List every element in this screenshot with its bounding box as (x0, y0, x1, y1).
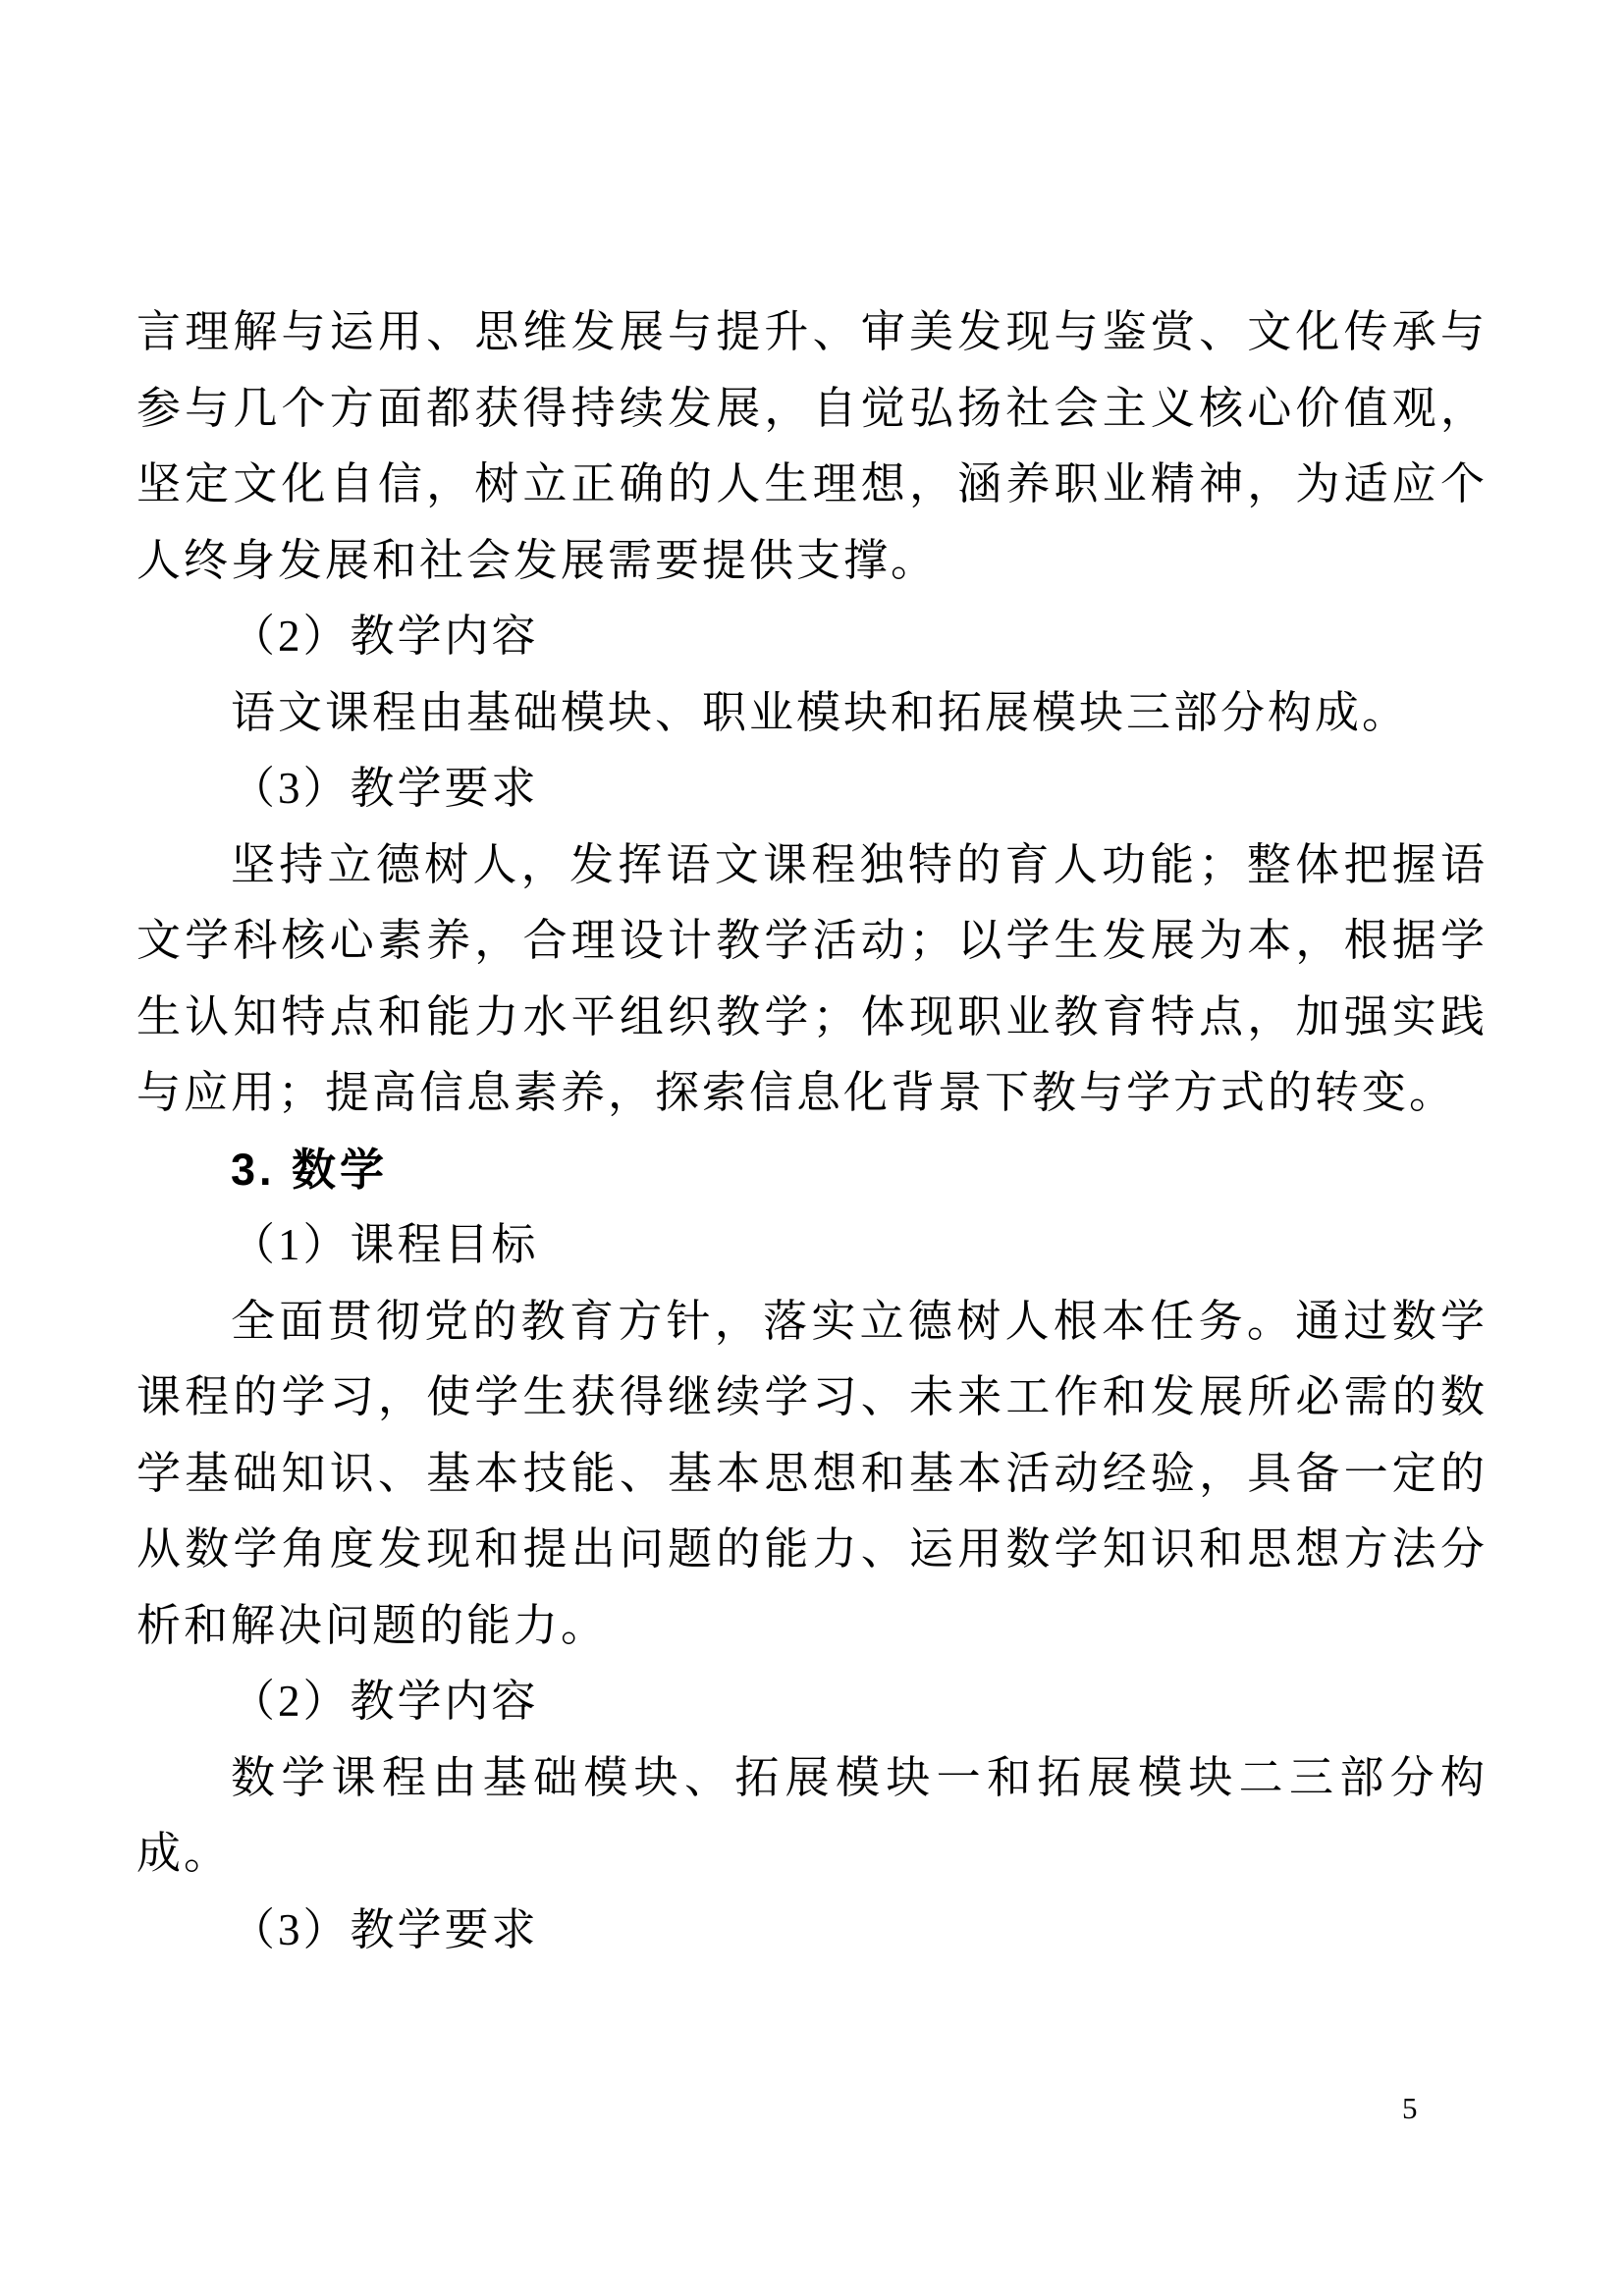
paragraph-continuation-language-goals: 言理解与运用、思维发展与提升、审美发现与鉴赏、文化传承与参与几个方面都获得持续发展，自觉弘扬社会主义核心价值观，坚定文化自信，树立正确的人生理想，涵养职业精神，为适应个人终身发展和社会发展需要提供支撑。 (136, 307, 1488, 585)
list-item-course-objectives-math: （1）课程目标 (231, 1220, 539, 1269)
paragraph-chinese-course-modules: 语文课程由基础模块、职业模块和拓展模块三部分构成。 (231, 687, 1410, 737)
paragraph-math-course-modules: 数学课程由基础模块、拓展模块一和拓展模块二三部分构成。 (136, 1752, 1488, 1878)
list-item-teaching-requirements-math: （3）教学要求 (231, 1904, 539, 1954)
document-body (136, 294, 1488, 1968)
page-number: 5 (1402, 2091, 1418, 2125)
paragraph-math-course-objectives: 全面贯彻党的教育方针，落实立德树人根本任务。通过数学课程的学习，使学生获得继续学习、未来工作和发展所必需的数学基础知识、基本技能、基本思想和基本活动经验，具备一定的从数学角度发现和提出问题的能力、运用数学知识和思想方法分析和解决问题的能力。 (136, 1296, 1488, 1650)
paragraph-chinese-teaching-requirements: 坚持立德树人，发挥语文课程独特的育人功能；整体把握语文学科核心素养，合理设计教学活动；以学生发展为本，根据学生认知特点和能力水平组织教学；体现职业教育特点，加强实践与应用；提高信息素养，探索信息化背景下教与学方式的转变。 (136, 839, 1488, 1117)
list-item-teaching-content-math: （2）教学内容 (231, 1677, 539, 1726)
list-item-teaching-requirements-chinese: （3）教学要求 (231, 764, 539, 813)
section-heading-math: 3. 数学 (231, 1144, 389, 1195)
list-item-teaching-content-chinese: （2）教学内容 (231, 612, 539, 661)
